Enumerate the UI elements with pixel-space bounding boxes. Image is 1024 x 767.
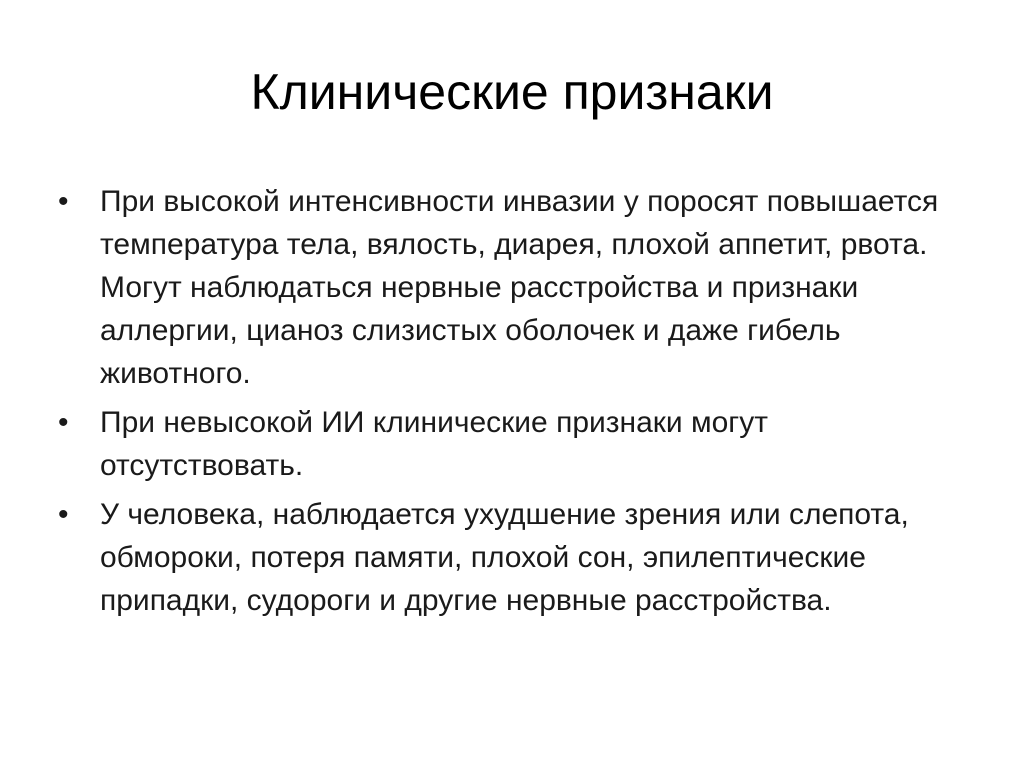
bullet-icon: • bbox=[58, 185, 69, 218]
bullet-text: При высокой интенсивности инвазии у поросят повышается температура тела, вялость, диарея, плохой аппетит, рвота. Могут наблюдаться нервные расстройства и признаки аллергии, цианоз слизистых оболочек и даже гибель животного. bbox=[100, 185, 939, 390]
bullet-icon: • bbox=[58, 498, 69, 531]
bullet-icon: • bbox=[58, 406, 69, 439]
bullet-item-low-intensity bbox=[58, 401, 958, 487]
bullet-item-high-intensity bbox=[58, 180, 958, 395]
bullet-list bbox=[58, 180, 958, 622]
bullet-item-human bbox=[58, 493, 958, 622]
bullet-text: При невысокой ИИ клинические признаки могут отсутствовать. bbox=[100, 406, 768, 482]
bullet-text: У человека, наблюдается ухудшение зрения или слепота, обмороки, потеря памяти, плохой сон, эпилептические припадки, судороги и другие нервные расстройства. bbox=[100, 498, 909, 617]
slide-title: Клинические признаки bbox=[250, 64, 774, 120]
